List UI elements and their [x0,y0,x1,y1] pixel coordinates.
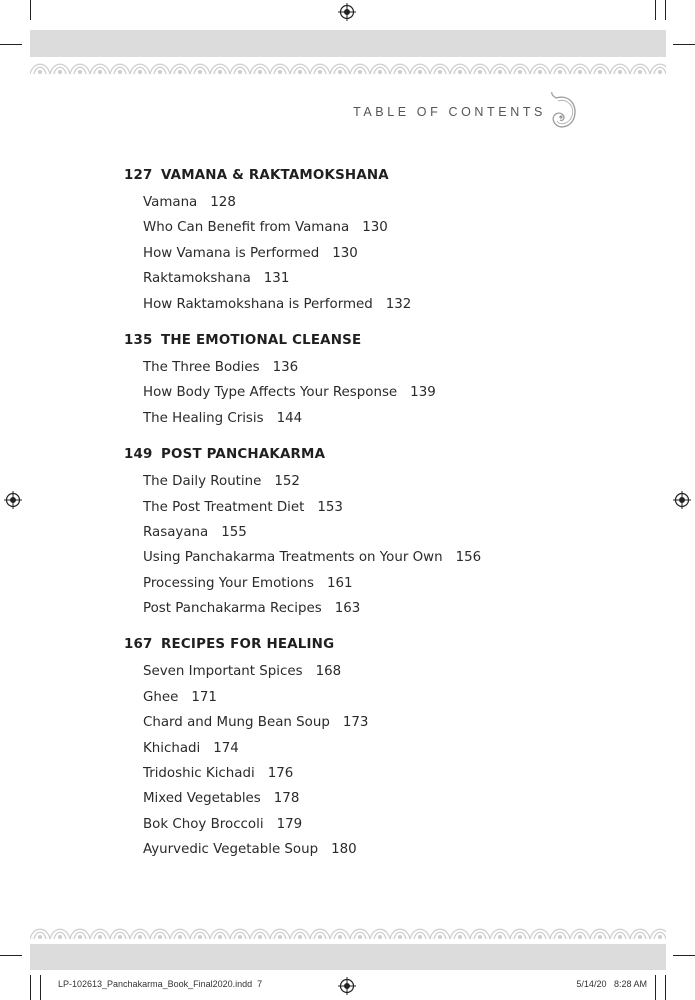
ornament-dot [439,936,442,939]
ornament-dot [539,936,542,939]
ornament-dot [179,936,182,939]
crop-mark [655,0,656,20]
footer-timestamp [576,979,647,989]
toc-entry-page: 176 [267,766,294,782]
toc-entry-title: Raktamokshana [143,271,251,287]
toc-entry-page: 153 [317,499,343,515]
ornament-dot [239,936,242,939]
footer-page-number: 7 [257,979,263,989]
paisley-ornament-icon [548,92,580,132]
ornament-dot [619,71,622,74]
registration-mark-icon [338,977,356,995]
toc-section-page: 149 [124,447,153,463]
toc-entry[interactable] [143,266,644,291]
toc-entry[interactable] [143,761,644,786]
ornament-dot [419,71,422,74]
bottom-gray-band [30,944,666,970]
toc-entry[interactable] [143,571,644,596]
toc-entry-title: Ghee [143,689,179,705]
registration-mark-icon [673,491,691,509]
toc-entry-page: 173 [342,715,369,731]
toc-entry[interactable] [143,685,644,710]
toc-section-title: THE EMOTIONAL CLEANSE [161,332,362,348]
toc-entry[interactable] [143,355,644,380]
toc-section-page: 127 [124,168,153,183]
footer-time: 8:28 AM [613,979,647,989]
toc-entry[interactable] [143,380,644,405]
ornament-dot [279,71,282,74]
crop-mark [0,44,22,45]
toc-entry[interactable] [143,469,644,494]
ornament-dot [99,936,102,939]
toc-entry-page: 139 [410,385,436,401]
toc-section [124,442,644,621]
toc-entry-title: Khichadi [143,740,201,756]
ornament-dot [319,936,322,939]
ornament-dot [619,936,622,939]
footer-filename [58,979,262,989]
ornament-dot [79,936,82,939]
ornament-dot [399,936,402,939]
ornament-dot [439,71,442,74]
toc-entry-title: Chard and Mung Bean Soup [143,715,330,731]
ornament-dot [579,936,582,939]
toc-section-heading[interactable] [124,163,644,188]
ornament-dot [379,71,382,74]
ornament-dot [219,71,222,74]
ornament-dot [599,936,602,939]
ornament-dot [519,936,522,939]
toc-entry-page: 180 [331,842,357,858]
ornament-dot [579,71,582,74]
toc-entry-page: 178 [273,791,300,807]
ornament-border-top [30,57,666,77]
ornament-dot [339,71,342,74]
crop-mark [665,975,666,1000]
ornament-dot [219,936,222,939]
toc-section-heading[interactable] [124,632,644,657]
toc-entry-page: 152 [274,474,300,490]
ornament-dot [199,71,202,74]
toc-entry[interactable] [143,837,644,862]
ornament-dot [359,71,362,74]
ornament-dot [59,71,62,74]
ornament-dot [639,936,642,939]
ornament-dot [259,936,262,939]
toc-entry-title: Rasayana [143,524,209,540]
ornament-dot [639,71,642,74]
ornament-dot [39,936,42,939]
toc-entry[interactable] [143,596,644,621]
toc-entry-page: 130 [332,245,358,261]
crop-mark [655,975,656,1000]
ornament-dot [159,71,162,74]
ornament-dot [599,71,602,74]
toc-section-title: VAMANA & RAKTAMOKSHANA [161,168,389,183]
crop-mark [0,955,22,956]
toc-entry-page: 136 [272,359,299,375]
ornament-dot [159,936,162,939]
ornament-dot [239,71,242,74]
crop-mark [673,44,695,45]
toc-entry-title: The Post Treatment Diet [143,499,305,515]
toc-entry-list [124,190,644,317]
toc-entry[interactable] [143,786,644,811]
toc-entry-page: 171 [191,689,217,705]
ornament-dot [319,71,322,74]
table-of-contents [124,163,644,874]
toc-entry-title: The Three Bodies [143,359,260,375]
ornament-dot [139,936,142,939]
footer-date: 5/14/20 [576,979,607,989]
ornament-dot [259,71,262,74]
ornament-dot [179,71,182,74]
toc-entry-list [124,469,644,621]
toc-entry-title: Bok Choy Broccoli [143,816,264,832]
ornament-dot [119,71,122,74]
toc-entry[interactable] [143,710,644,735]
toc-entry-title: The Daily Routine [143,474,262,490]
ornament-dot [279,936,282,939]
toc-section [124,163,644,317]
ornament-dot [419,936,422,939]
toc-entry-page: 128 [210,195,236,210]
crop-mark [40,975,41,1000]
toc-entry[interactable] [143,812,644,837]
toc-entry[interactable] [143,659,644,684]
toc-entry-title: Who Can Benefit from Vamana [143,220,350,236]
toc-entry-title: Using Panchakarma Treatments on Your Own [143,550,443,566]
toc-entry[interactable] [143,736,644,761]
toc-section-page: 167 [124,637,153,653]
toc-entry-title: Tridoshic Kichadi [143,766,255,782]
ornament-dot [299,71,302,74]
ornament-dot [539,71,542,74]
ornament-dot [459,71,462,74]
registration-mark-icon [4,491,22,509]
toc-entry-list [124,355,644,431]
ornament-dot [59,936,62,939]
ornament-dot [659,71,662,74]
ornament-dot [559,71,562,74]
toc-entry-title: How Vamana is Performed [143,245,320,261]
crop-mark [673,955,695,956]
ornament-dot [79,71,82,74]
toc-section-title: POST PANCHAKARMA [161,447,326,463]
toc-entry-page: 168 [315,664,342,680]
toc-entry-title: Vamana [143,195,198,210]
toc-entry-title: How Body Type Affects Your Response [143,385,398,401]
toc-entry-page: 163 [334,601,361,617]
ornament-dot [339,936,342,939]
toc-entry-page: 156 [455,550,482,566]
toc-entry[interactable] [143,292,644,317]
toc-entry-title: How Raktamokshana is Performed [143,296,373,312]
toc-section-heading[interactable] [124,442,644,467]
toc-entry-title: Ayurvedic Vegetable Soup [143,842,319,858]
toc-entry[interactable] [143,190,644,215]
toc-entry[interactable] [143,406,644,431]
toc-entry-page: 155 [221,524,247,540]
toc-entry-page: 144 [276,410,303,426]
toc-entry[interactable] [143,545,644,570]
toc-entry-title: Seven Important Spices [143,664,303,680]
toc-entry[interactable] [143,520,644,545]
toc-section-page: 135 [124,332,153,348]
toc-entry-title: Mixed Vegetables [143,791,261,807]
ornament-dot [359,936,362,939]
toc-entry-page: 131 [263,271,290,287]
toc-entry-page: 130 [362,220,388,236]
ornament-dot [39,71,42,74]
toc-section-heading[interactable] [124,328,644,353]
ornament-border-bottom [30,922,666,942]
toc-entry-page: 174 [213,740,239,756]
crop-mark [665,0,666,20]
page-header-title: TABLE OF CONTENTS [353,105,546,119]
toc-section [124,632,644,862]
ornament-dot [659,936,662,939]
registration-mark-icon [338,3,356,21]
ornament-dot [479,71,482,74]
crop-mark [30,0,31,20]
ornament-dot [479,936,482,939]
ornament-dot [139,71,142,74]
toc-section [124,328,644,431]
footer-filename-text: LP-102613_Panchakarma_Book_Final2020.indd [58,979,253,989]
ornament-dot [499,71,502,74]
ornament-dot [119,936,122,939]
toc-entry-page: 179 [276,816,303,832]
ornament-dot [399,71,402,74]
toc-entry[interactable] [143,215,644,240]
toc-entry[interactable] [143,241,644,266]
toc-entry-title: Processing Your Emotions [143,575,314,591]
ornament-dot [99,71,102,74]
toc-entry[interactable] [143,495,644,520]
toc-entry-list [124,659,644,862]
crop-mark [30,975,31,1000]
top-gray-band [30,30,666,57]
toc-entry-title: Post Panchakarma Recipes [143,601,322,617]
ornament-dot [559,936,562,939]
toc-entry-title: The Healing Crisis [143,410,264,426]
ornament-dot [379,936,382,939]
ornament-dot [459,936,462,939]
ornament-dot [519,71,522,74]
ornament-dot [199,936,202,939]
toc-section-title: RECIPES FOR HEALING [161,637,335,653]
ornament-dot [299,936,302,939]
toc-entry-page: 132 [385,296,412,312]
toc-entry-page: 161 [326,575,353,591]
ornament-dot [499,936,502,939]
